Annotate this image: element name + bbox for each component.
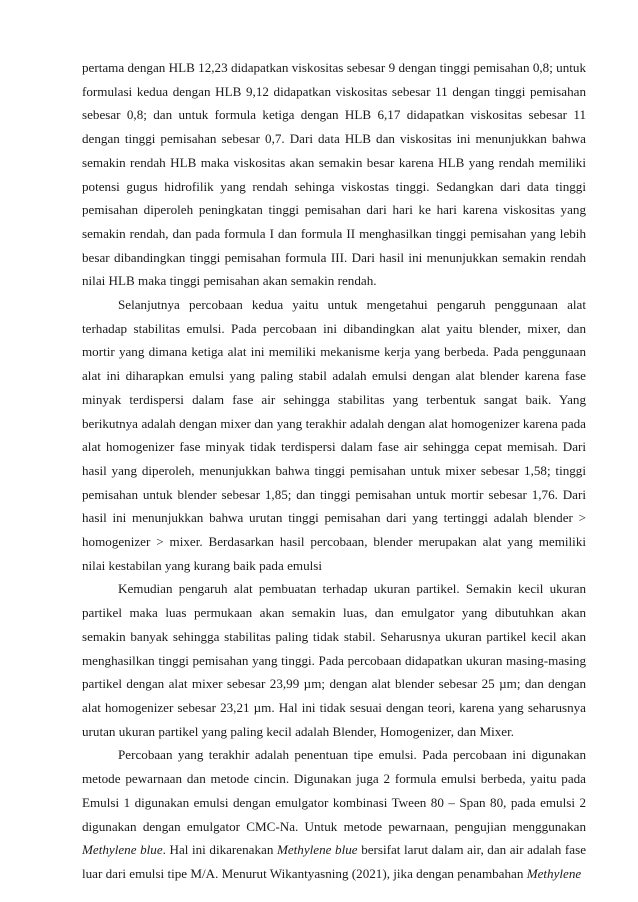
paragraph-text: pertama dengan HLB 12,23 didapatkan viskositas sebesar 9 dengan tinggi pemisahan 0,8; untuk formulasi kedua dengan HLB 9,12 didapatkan viskositas sebesar 11 dengan tinggi pemisahan sebesar 0,8; dan untuk formula ketiga dengan HLB 6,17 didapatkan viskositas sebesar 11 dengan tinggi pemisahan sebesar 0,7. Dari data HLB dan viskositas ini menunjukkan bahwa semakin rendah HLB maka viskositas akan semakin besar karena HLB yang rendah memiliki potensi gugus hidrofilik yang rendah sehinga viskostas tinggi. Sedangkan dari data tinggi pemisahan diperoleh peningkatan tinggi pemisahan dari hari ke hari karena viskositas yang semakin rendah, dan pada formula I dan formula II menghasilkan tinggi pemisahan yang lebih besar dibandingkan tinggi pemisahan formula III. Dari hasil ini menunjukkan semakin rendah nilai HLB maka tinggi pemisahan akan semakin rendah. <box>82 60 586 289</box>
paragraph-equipment-stability <box>82 293 586 577</box>
italic-term: Methylene blue <box>276 842 358 858</box>
paragraph-hlb-viscosity <box>82 56 586 293</box>
italic-term: Methylene blue <box>82 842 163 858</box>
paragraph-text: Kemudian pengaruh alat pembuatan terhadap ukuran partikel. Semakin kecil ukuran partikel maka luas permukaan akan semakin luas, dan emulgator yang dibutuhkan akan semakin banyak sehingga stabilitas paling tidak stabil. Seharusnya ukuran partikel kecil akan menghasilkan tinggi pemisahan yang tinggi. Pada percobaan didapatkan ukuran masing-masing partikel dengan alat mixer sebesar 23,99 µm; dengan alat blender sebesar 25 µm; dan dengan alat homogenizer sebesar 23,21 µm. Hal ini tidak sesuai dengan teori, karena yang seharusnya urutan ukuran partikel yang paling kecil adalah Blender, Homogenizer, dan Mixer. <box>82 581 586 739</box>
paragraph-particle-size <box>82 577 586 743</box>
paragraph-emulsion-type <box>82 743 586 885</box>
paragraph-text: Selanjutnya percobaan kedua yaitu untuk mengetahui pengaruh penggunaan alat terhadap stabilitas emulsi. Pada percobaan ini dibandingkan alat yaitu blender, mixer, dan mortir yang dimana ketiga alat ini memiliki mekanisme kerja yang berbeda. Pada penggunaan alat ini diharapkan emulsi yang paling stabil adalah emulsi dengan alat blender karena fase minyak terdispersi dalam fase air sehingga stabilitas yang terbentuk sangat baik. Yang berikutnya adalah dengan mixer dan yang terakhir adalah dengan alat homogenizer karena pada alat homogenizer fase minyak tidak terdispersi dalam fase air sehingga cepat memisah. Dari hasil yang diperoleh, menunjukkan bahwa tinggi pemisahan untuk mixer sebesar 1,58; tinggi pemisahan untuk blender sebesar 1,85; dan tinggi pemisahan untuk mortir sebesar 1,76. Dari hasil ini menunjukkan bahwa urutan tinggi pemisahan dari yang tertinggi adalah blender > homogenizer > mixer. Berdasarkan hasil percobaan, blender merupakan alat yang memiliki nilai kestabilan yang kurang baik pada emulsi <box>82 297 586 573</box>
paragraph-text: bersifat larut dalam air, dan air adalah fase luar dari emulsi tipe M/A. Menurut Wikantyasning (2021), jika dengan penambahan <box>82 842 587 881</box>
paragraph-text: . Hal ini dikarenakan <box>162 842 277 858</box>
paragraph-text: Percobaan yang terakhir adalah penentuan tipe emulsi. Pada percobaan ini digunakan metode pewarnaan dan metode cincin. Digunakan juga 2 formula emulsi berbeda, yaitu pada Emulsi 1 digunakan emulsi dengan emulgator kombinasi Tween 80 – Span 80, pada emulsi 2 digunakan dengan emulgator CMC-Na. Untuk metode pewarnaan, pengujian menggunakan <box>82 747 586 834</box>
italic-term: Methylene <box>526 865 582 881</box>
body-text <box>82 56 586 886</box>
